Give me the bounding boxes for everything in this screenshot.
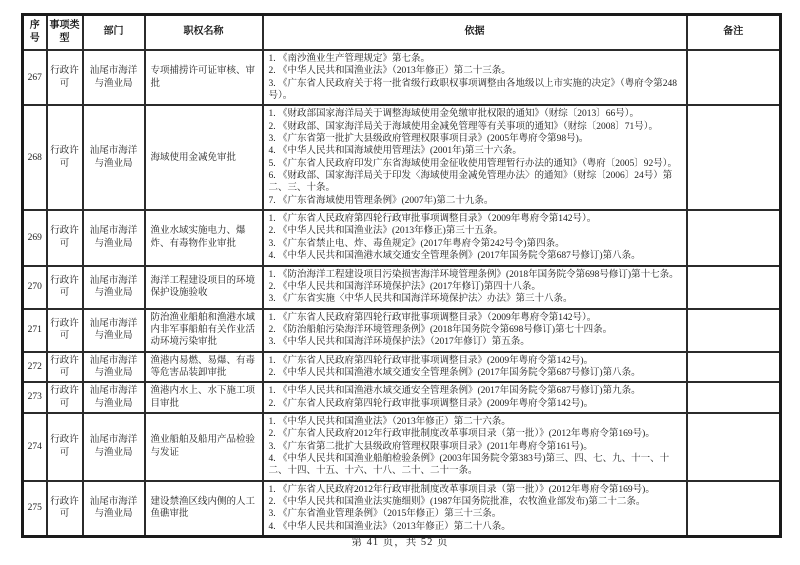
- basis-item: 2. 《财政部、国家海洋局关于海域使用金减免管理等有关事项的通知》（财综〔2008〕71号）。: [268, 121, 659, 132]
- department-cell: 汕尾市海洋与渔业局: [83, 105, 145, 210]
- basis-item: 1. 《广东省人民政府第四轮行政审批事项调整目录》（2009年粤府令第142号）。: [268, 214, 597, 225]
- department-cell: 汕尾市海洋与渔业局: [83, 210, 145, 265]
- column-header-remark: 备注: [687, 15, 781, 51]
- seq-cell: 270: [23, 266, 47, 309]
- basis-item: 1. 《广东省人民政府2012年行政审批制度改革事项目录（第一批）》(2012年粤府令第169号)。: [268, 484, 655, 495]
- seq-cell: 274: [23, 413, 47, 481]
- remark-cell: [687, 481, 781, 537]
- type-cell: 行政许可: [47, 105, 83, 210]
- name-cell: 海洋工程建设项目的环境保护设施验收: [145, 266, 263, 309]
- seq-cell: 269: [23, 210, 47, 265]
- department-cell: 汕尾市海洋与渔业局: [83, 481, 145, 537]
- basis-item: 2. 《广东省人民政府2012年行政审批制度改革事项目录（第一批）》(2012年粤府令第169号)。: [268, 429, 655, 440]
- basis-cell: [263, 210, 687, 265]
- seq-cell: 268: [23, 105, 47, 210]
- authority-items-table: [21, 13, 782, 538]
- remark-cell: [687, 352, 781, 383]
- department-cell: 汕尾市海洋与渔业局: [83, 309, 145, 352]
- basis-item: 1. 《广东省人民政府第四轮行政审批事项调整目录》(2009年粤府令第142号)。: [268, 355, 594, 366]
- basis-item: 5. 《广东省人民政府印发广东省海域使用金征收使用管理暂行办法的通知》（粤府〔2005〕92号）。: [268, 158, 678, 169]
- remark-cell: [687, 210, 781, 265]
- seq-cell: 267: [23, 50, 47, 105]
- basis-item: 4. 《中华人民共和国渔业法》（2013年修正）第二十八条。: [268, 521, 511, 532]
- name-cell: 渔港内水上、水下施工项目审批: [145, 382, 263, 413]
- table-row: [23, 413, 781, 481]
- name-cell: 海域使用金减免审批: [145, 105, 263, 210]
- basis-item: 4. 《中华人民共和国海域使用管理法》(2001年)第三十六条。: [268, 146, 522, 157]
- table-header-row: [23, 15, 781, 51]
- table-row: [23, 210, 781, 265]
- basis-item: 3. 《广东省禁止电、炸、毒鱼规定》(2017年粤府令第242号令)第四条。: [268, 238, 565, 249]
- basis-item: 1. 《财政部国家海洋局关于调整海域使用金免缴审批权限的通知》（财综〔2013〕66号）。: [268, 109, 640, 120]
- seq-cell: 271: [23, 309, 47, 352]
- type-cell: 行政许可: [47, 50, 83, 105]
- column-header-type: 事项类型: [47, 15, 83, 51]
- basis-item: 1. 《防治海洋工程建设项目污染损害海洋环境管理条例》(2018年国务院令第698号修订)第十七条。: [268, 269, 679, 280]
- column-header-name: 职权名称: [145, 15, 263, 51]
- basis-cell: [263, 481, 687, 537]
- basis-cell: [263, 413, 687, 481]
- name-cell: 建设禁渔区线内侧的人工鱼礁审批: [145, 481, 263, 537]
- basis-item: 3. 《中华人民共和国海洋环境保护法》（2017年修订）第五条。: [268, 337, 530, 348]
- basis-item: 3. 《广东省第一批扩大县级政府管理权限事项目录》(2005年粤府令第98号)。: [268, 134, 589, 145]
- basis-cell: [263, 382, 687, 413]
- remark-cell: [687, 309, 781, 352]
- basis-item: 1. 《南沙渔业生产管理规定》第七条。: [268, 54, 431, 64]
- basis-item: 3. 《广东省渔业管理条例》（2015年修正）第三十三条。: [268, 509, 502, 520]
- table-row: [23, 105, 781, 210]
- table-row: [23, 266, 781, 309]
- basis-item: 3. 《广东省实施〈中华人民共和国海洋环境保护法〉办法》第三十八条。: [268, 294, 573, 305]
- type-cell: 行政许可: [47, 352, 83, 383]
- department-cell: 汕尾市海洋与渔业局: [83, 413, 145, 481]
- type-cell: 行政许可: [47, 481, 83, 537]
- table-row: [23, 352, 781, 383]
- basis-cell: [263, 105, 687, 210]
- type-cell: 行政许可: [47, 382, 83, 413]
- name-cell: 专项捕捞许可证审核、审批: [145, 50, 263, 105]
- basis-item: 6. 《财政部、国家海洋局关于印发〈海域使用金减免管理办法〉的通知》（财综〔2006〕24号）第二、三、十条。: [268, 171, 673, 194]
- basis-item: 2. 《中华人民共和国渔业法实施细则》(1987年国务院批准，农牧渔业部发布)第二十二条。: [268, 497, 646, 507]
- remark-cell: [687, 413, 781, 481]
- seq-cell: 273: [23, 382, 47, 413]
- column-header-basis: 依据: [263, 15, 687, 51]
- basis-item: 1. 《广东省人民政府第四轮行政审批事项调整目录》（2009年粤府令第142号）。: [268, 312, 597, 323]
- basis-cell: [263, 266, 687, 309]
- basis-item: 2. 《中华人民共和国渔业法》（2013年修正）第二十三条。: [268, 66, 511, 77]
- column-header-seq: 序号: [23, 15, 47, 51]
- type-cell: 行政许可: [47, 210, 83, 265]
- name-cell: 渔业船舶及船用产品检验与发证: [145, 413, 263, 481]
- department-cell: 汕尾市海洋与渔业局: [83, 50, 145, 105]
- basis-item: 2. 《中华人民共和国海洋环境保护法》(2017年修订)第四十八条。: [268, 281, 541, 292]
- remark-cell: [687, 382, 781, 413]
- remark-cell: [687, 105, 781, 210]
- department-cell: 汕尾市海洋与渔业局: [83, 266, 145, 309]
- basis-cell: [263, 309, 687, 352]
- column-header-department: 部门: [83, 15, 145, 51]
- name-cell: 渔港内易燃、易爆、有毒等危害品装卸审批: [145, 352, 263, 383]
- table-row: [23, 50, 781, 105]
- table-row: [23, 309, 781, 352]
- type-cell: 行政许可: [47, 266, 83, 309]
- basis-cell: [263, 352, 687, 383]
- basis-item: 2. 《防治船舶污染海洋环境管理条例》(2018年国务院令第698号修订)第七十四条。: [268, 324, 613, 335]
- basis-item: 3. 《广东省第二批扩大县级政府管理权限事项目录》(2011年粤府令第161号)。: [268, 441, 593, 452]
- table-row: [23, 382, 781, 413]
- table-row: [23, 481, 781, 537]
- basis-item: 4. 《中华人民共和国渔业船舶检验条例》(2003年国务院令第383号)第三、四、七、九、十一、十二、十四、十五、十六、十八、二十、二十一条。: [268, 453, 670, 477]
- name-cell: 渔业水域实施电力、爆炸、有毒物作业审批: [145, 210, 263, 265]
- basis-item: 1. 《中华人民共和国渔港水域交通安全管理条例》(2017年国务院令第687号修订)第九条。: [268, 386, 641, 397]
- table-body: [23, 50, 781, 537]
- type-cell: 行政许可: [47, 413, 83, 481]
- page-number-footer: 第 41 页，共 52 页: [351, 537, 449, 548]
- basis-item: 2. 《中华人民共和国渔港水域交通安全管理条例》(2017年国务院令第687号修订)第八条。: [268, 367, 641, 378]
- basis-item: 7. 《广东省海域使用管理条例》(2007年)第二十九条。: [268, 195, 494, 206]
- basis-item: 2. 《广东省人民政府第四轮行政审批事项调整目录》(2009年粤府令第142号)。: [268, 398, 594, 409]
- basis-item: 4. 《中华人民共和国渔港水域交通安全管理条例》(2017年国务院令第687号修订)第八条。: [268, 251, 641, 262]
- remark-cell: [687, 50, 781, 105]
- seq-cell: 272: [23, 352, 47, 383]
- basis-item: 2. 《中华人民共和国渔业法》(2013年修正)第三十五条。: [268, 226, 503, 237]
- department-cell: 汕尾市海洋与渔业局: [83, 352, 145, 383]
- department-cell: 汕尾市海洋与渔业局: [83, 382, 145, 413]
- basis-item: 1. 《中华人民共和国渔业法》（2013年修正）第二十六条。: [268, 416, 511, 427]
- basis-cell: [263, 50, 687, 105]
- basis-item: 3. 《广东省人民政府关于将一批省级行政职权事项调整由各地级以上市实施的决定》（粤府令第248号）。: [268, 78, 678, 102]
- type-cell: 行政许可: [47, 309, 83, 352]
- name-cell: 防治渔业船舶和渔港水域内非军事船舶有关作业活动环境污染审批: [145, 309, 263, 352]
- seq-cell: 275: [23, 481, 47, 537]
- remark-cell: [687, 266, 781, 309]
